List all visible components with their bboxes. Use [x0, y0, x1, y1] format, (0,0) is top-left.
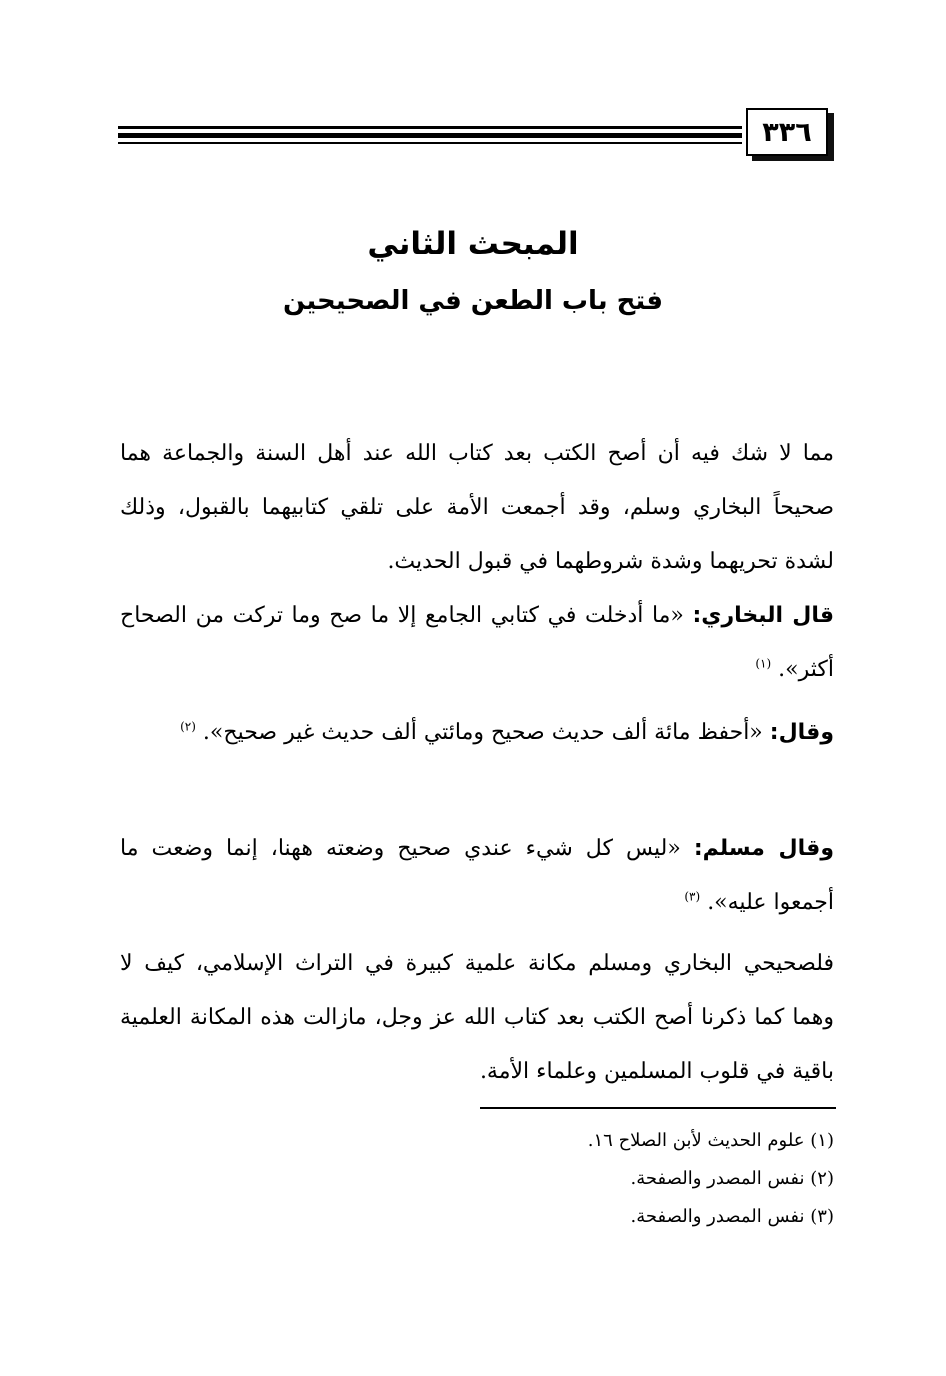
- paragraph-intro: مما لا شك فيه أن أصح الكتب بعد كتاب الله عند أهل السنة والجماعة هما صحيحاً البخاري وسلم، وقد أجمعت الأمة على تلقي كتابيهما بالقبول، وذلك لشدة تحريهما وشدة شروطهما في قبول الحديث.: [120, 441, 834, 574]
- section-subtitle: فتح باب الطعن في الصحيحين: [282, 286, 664, 316]
- header-rule-bottom: [118, 142, 742, 144]
- quote-text: «ليس كل شيء عندي صحيح وضعته ههنا، إنما وضعت ما أجمعوا عليه».: [120, 836, 834, 915]
- quote-text: «أحفظ مائة ألف حديث صحيح ومائتي ألف حديث غير صحيح».: [202, 720, 763, 745]
- page-number: ٣٣٦: [746, 108, 828, 156]
- paragraph-muslim-quote: [120, 822, 834, 930]
- footnote-1: (١) علوم الحديث لأبن الصلاح ١٦.: [587, 1130, 834, 1151]
- quote-speaker: وقال:: [769, 720, 834, 745]
- section-title: المبحث الثاني: [367, 226, 579, 262]
- quote-speaker: وقال مسلم:: [693, 836, 834, 861]
- page-header: [118, 108, 836, 158]
- footnote-divider: [480, 1107, 836, 1109]
- quote-text: «ما أدخلت في كتابي الجامع إلا ما صح وما تركت من الصحاح أكثر».: [120, 603, 834, 682]
- header-rule-middle: [118, 133, 742, 138]
- footnote-ref: (٣): [684, 889, 701, 904]
- quote-speaker: قال البخاري:: [692, 603, 834, 628]
- header-rule-top: [118, 126, 742, 129]
- footnote-ref: (١): [755, 656, 772, 671]
- footnote-3: (٣) نفس المصدر والصفحة.: [630, 1206, 834, 1227]
- paragraph-bukhari-quote: [120, 589, 834, 697]
- footnote-ref: (٢): [180, 719, 196, 734]
- paragraph-bukhari-quote-2: [120, 706, 834, 760]
- footnote-2: (٢) نفس المصدر والصفحة.: [630, 1168, 834, 1189]
- paragraph-conclusion: فلصحيحي البخاري ومسلم مكانة علمية كبيرة في التراث الإسلامي، كيف لا وهما كما ذكرنا أصح الكتب بعد كتاب الله عز وجل، مازالت هذه المكانة العلمية باقية في قلوب المسلمين وعلماء الأمة.: [120, 951, 834, 1084]
